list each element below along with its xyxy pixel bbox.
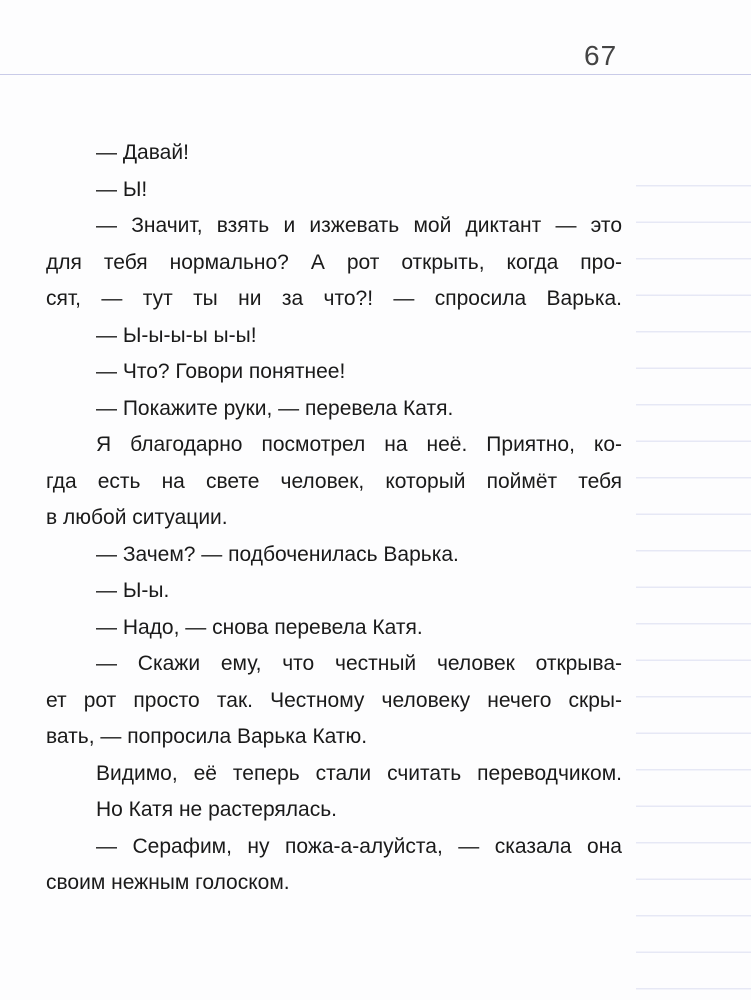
page-number: 67 — [584, 40, 618, 71]
text-line: для тебя нормально? А рот открыть, когда про- — [46, 250, 622, 274]
text-line: — Ы-ы. — [96, 579, 170, 602]
text-line: — Серафим, ну пожа-а-алуйста, — сказала она — [96, 834, 622, 858]
text-line: Но Катя не растерялась. — [96, 798, 338, 821]
text-line: Я благодарно посмотрел на неё. Приятно, ко- — [96, 433, 622, 456]
text-line: вать, — попросила Варька Катю. — [46, 725, 368, 748]
text-line: — Что? Говори понятнее! — [96, 360, 346, 383]
text-line: — Покажите руки, — перевела Катя. — [96, 396, 454, 420]
header-rule — [0, 74, 751, 75]
text-line: сят, — тут ты ни за что?! — спросила Варька. — [46, 287, 622, 310]
text-line: — Ы-ы-ы-ы ы-ы! — [96, 323, 257, 347]
text-line: ет рот просто так. Честному человеку нечего скры- — [46, 688, 622, 712]
text-line: — Значит, взять и изжевать мой диктант — это — [96, 214, 622, 237]
text-line: гда есть на свете человек, который поймёт тебя — [46, 469, 622, 493]
text-line: — Зачем? — подбоченилась Варька. — [96, 542, 459, 566]
text-line: — Ы! — [96, 177, 148, 201]
text-line: — Давай! — [96, 141, 189, 164]
text-line: своим нежным голоском. — [46, 871, 290, 894]
text-line: в любой ситуации. — [46, 506, 228, 529]
text-line: Видимо, её теперь стали считать переводчиком. — [96, 761, 622, 785]
body-text — [46, 135, 622, 902]
text-line: — Скажи ему, что честный человек открыва- — [96, 652, 622, 675]
ruled-lines-decoration — [636, 150, 751, 1000]
text-line: — Надо, — снова перевела Катя. — [96, 615, 423, 639]
